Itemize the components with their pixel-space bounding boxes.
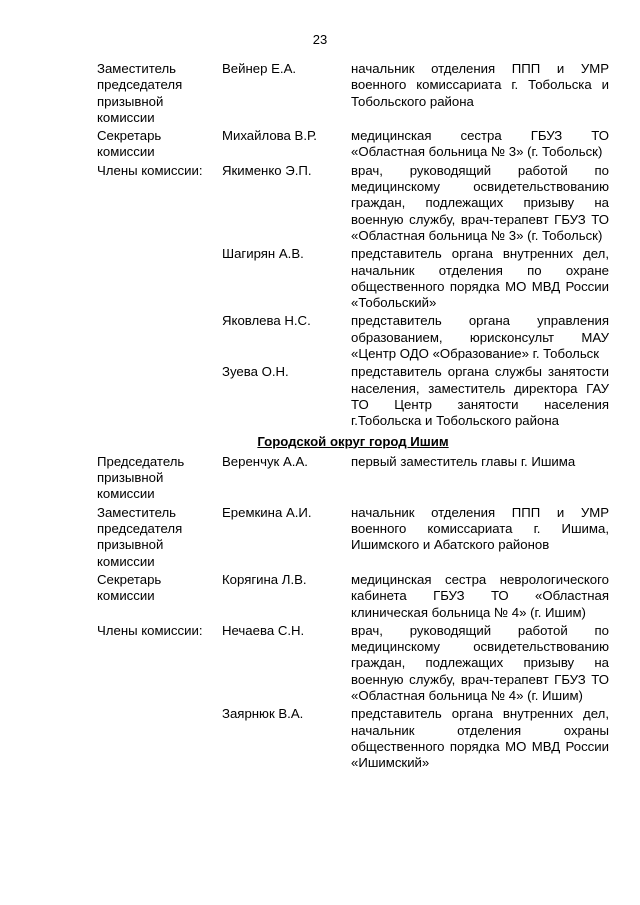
commission-row: [97, 128, 609, 161]
commission-row: [97, 313, 609, 362]
section-tobolsk: [97, 61, 609, 430]
commission-row: [97, 505, 609, 570]
role-label: Секретарь комиссии: [97, 571, 162, 604]
member-position: медицинская сестра неврологического кабинета ГБУЗ ТО «Областная клиническая больница № 4» (г. Ишим): [351, 571, 609, 620]
role-label: [97, 364, 222, 429]
commission-row: [97, 246, 609, 311]
commission-row: [97, 163, 609, 244]
role-label: Секретарь комиссии: [97, 128, 162, 160]
member-position: первый заместитель главы г. Ишима: [351, 453, 576, 469]
member-position: представитель органа службы занятости населения, заместитель директора ГАУ ТО Центр занятости населения г.Тобольска и Тобольского района: [351, 364, 609, 429]
member-name: Зуева О.Н.: [222, 364, 289, 380]
commission-row: [97, 572, 609, 621]
member-position: врач, руководящий работой по медицинскому освидетельствованию граждан, подлежащих призыву на военную службу, врач-терапевт ГБУЗ ТО «Областная больница № 3» (г. Тобольск): [351, 162, 609, 243]
commission-row: [97, 364, 609, 429]
section-heading: Городской округ город Ишим: [257, 433, 449, 449]
commission-row: [97, 623, 609, 704]
role-label: Заместитель председателя призывной комиссии: [97, 504, 183, 569]
member-name: Корягина Л.В.: [222, 571, 307, 587]
member-position: врач, руководящий работой по медицинскому освидетельствованию граждан, подлежащих призыву на военную службу, врач-терапевт ГБУЗ ТО «Областная больница № 4» (г. Ишим): [351, 622, 609, 703]
commission-row: [97, 454, 609, 503]
member-name: Веренчук А.А.: [222, 453, 308, 469]
member-name: Михайлова В.Р.: [222, 128, 317, 144]
member-name: Якименко Э.П.: [222, 162, 312, 178]
member-position: начальник отделения ППП и УМР военного комиссариата г. Тобольска и Тобольского района: [351, 61, 609, 109]
member-name: Еремкина А.И.: [222, 504, 312, 520]
member-name: Яковлева Н.С.: [222, 313, 311, 329]
role-label: [97, 706, 222, 771]
member-name: Заярнюк В.А.: [222, 706, 304, 722]
member-position: представитель органа внутренних дел, начальник отделения охраны общественного порядка МО МВД России «Ишимский»: [351, 706, 609, 771]
role-label: Члены комиссии:: [97, 162, 203, 178]
role-label: Заместитель председателя призывной комиссии: [97, 61, 183, 125]
role-label: Председатель призывной комиссии: [97, 453, 185, 502]
member-position: медицинская сестра ГБУЗ ТО «Областная больница № 3» (г. Тобольск): [351, 128, 609, 160]
member-name: Нечаева С.Н.: [222, 622, 305, 638]
role-label: [97, 246, 222, 311]
page-number: 23: [312, 32, 328, 47]
member-name: Вейнер Е.А.: [222, 61, 297, 76]
commission-row: [97, 706, 609, 771]
member-position: начальник отделения ППП и УМР военного комиссариата г. Ишима, Ишимского и Абатского районов: [351, 504, 609, 553]
member-position: представитель органа внутренних дел, начальник отделения по охране общественного порядка МО МВД России «Тобольский»: [351, 246, 609, 311]
member-position: представитель органа управления образованием, юрисконсульт МАУ «Центр ОДО «Образование» г. Тобольск: [351, 313, 609, 362]
role-label: Члены комиссии:: [97, 622, 203, 638]
role-label: [97, 313, 222, 362]
commission-row: [97, 61, 609, 126]
commission-list: [97, 61, 609, 773]
member-name: Шагирян А.В.: [222, 246, 304, 262]
section-ishim: [97, 434, 609, 772]
